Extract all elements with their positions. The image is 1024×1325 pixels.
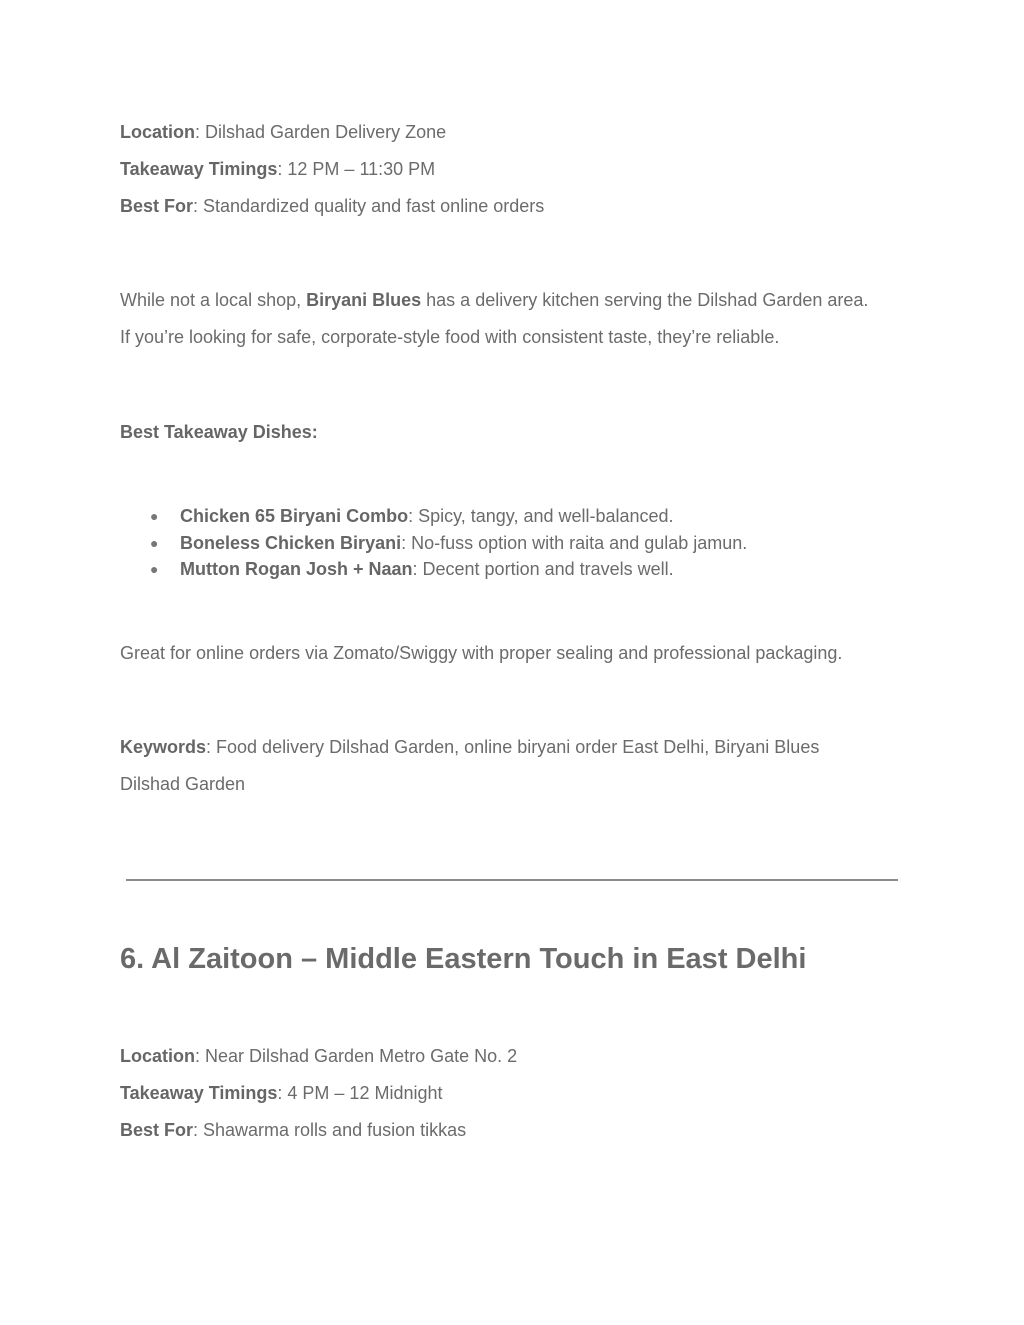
dishes-heading <box>120 420 318 444</box>
best-for-value: : Shawarma rolls and fusion tikkas <box>193 1120 467 1140</box>
keywords-label: Keywords <box>120 737 207 757</box>
timings-value: : 4 PM – 12 Midnight <box>277 1083 443 1103</box>
section-heading-text: 6. Al Zaitoon – Middle Eastern Touch in East Delhi <box>120 943 807 975</box>
best-for-line <box>120 194 544 218</box>
location-label: Location <box>120 122 195 142</box>
location-line <box>120 120 446 144</box>
intro-line2: If you’re looking for safe, corporate-style food with consistent taste, they’re reliable. <box>120 327 780 347</box>
keywords-value: : Food delivery Dilshad Garden, online biryani order East Delhi, Biryani Blues <box>206 737 820 757</box>
best-for-value: : Standardized quality and fast online orders <box>193 196 545 216</box>
bullet-icon: ● <box>150 508 159 524</box>
location-value: : Near Dilshad Garden Metro Gate No. 2 <box>195 1046 518 1066</box>
intro-post: has a delivery kitchen serving the Dilshad Garden area. <box>421 290 869 310</box>
section-heading <box>120 941 806 977</box>
closing-text: Great for online orders via Zomato/Swiggy with proper sealing and professional packaging. <box>120 643 843 663</box>
timings-label: Takeaway Timings <box>120 159 278 179</box>
intro-pre: While not a local shop, <box>120 290 307 310</box>
list-item <box>150 557 674 581</box>
location-label: Location <box>120 1046 195 1066</box>
closing-paragraph <box>120 641 842 665</box>
best-for-line <box>120 1118 466 1142</box>
timings-value: : 12 PM – 11:30 PM <box>277 159 436 179</box>
dish-desc: : Spicy, tangy, and well-balanced. <box>408 506 674 526</box>
dish-desc: : No-fuss option with raita and gulab jamun. <box>401 533 748 553</box>
dish-name: Mutton Rogan Josh + Naan <box>180 559 413 579</box>
intro-paragraph-line-2 <box>120 325 779 349</box>
bullet-icon: ● <box>150 561 159 577</box>
timings-line <box>120 157 435 181</box>
location-value: : Dilshad Garden Delivery Zone <box>195 122 447 142</box>
dish-name: Chicken 65 Biryani Combo <box>180 506 409 526</box>
dish-name: Boneless Chicken Biryani <box>180 533 402 553</box>
keywords-line-1 <box>120 735 819 759</box>
intro-brand: Biryani Blues <box>306 290 422 310</box>
dishes-heading-text: Best Takeaway Dishes: <box>120 422 318 442</box>
location-line <box>120 1044 517 1068</box>
best-for-label: Best For <box>120 196 194 216</box>
keywords-line-2 <box>120 772 245 796</box>
horizontal-divider <box>126 879 898 881</box>
timings-line <box>120 1081 443 1105</box>
list-item <box>150 531 747 555</box>
dish-desc: : Decent portion and travels well. <box>412 559 674 579</box>
intro-paragraph-line-1 <box>120 288 868 312</box>
best-for-label: Best For <box>120 1120 194 1140</box>
keywords-value-cont: Dilshad Garden <box>120 774 246 794</box>
timings-label: Takeaway Timings <box>120 1083 278 1103</box>
list-item <box>150 504 674 528</box>
bullet-icon: ● <box>150 535 159 551</box>
